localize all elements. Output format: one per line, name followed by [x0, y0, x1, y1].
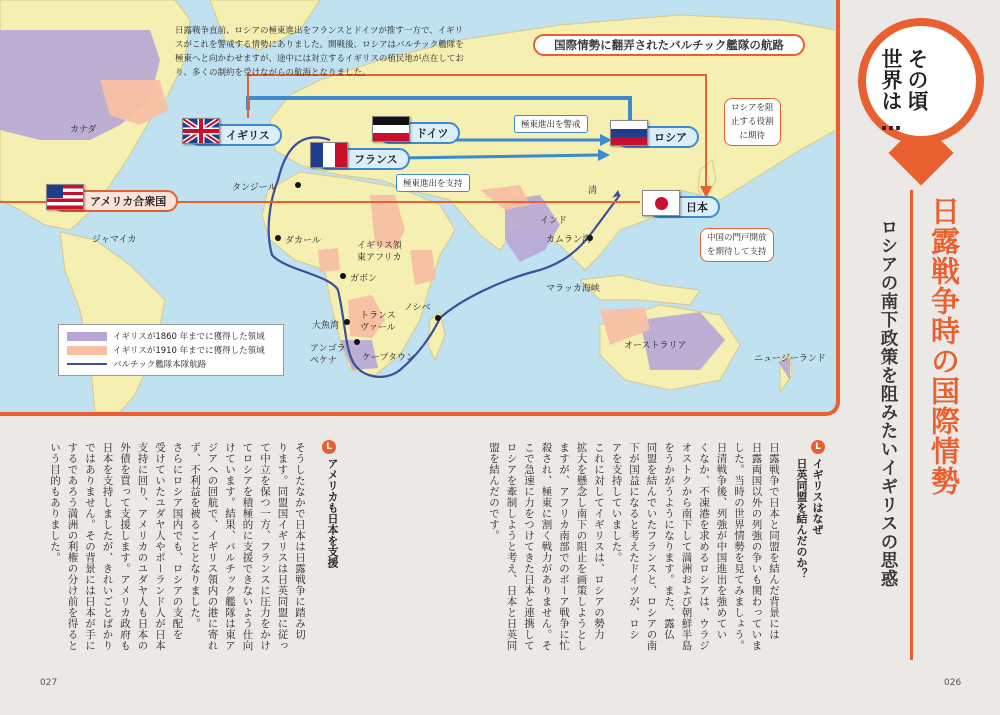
legend-swatch-1910: [67, 346, 107, 355]
russia-flag-icon: [610, 120, 648, 146]
legend-item-1860: [67, 329, 275, 343]
label-india: インド: [540, 216, 568, 226]
section1-icon: L: [811, 440, 825, 454]
label-qing: 清: [588, 186, 598, 196]
country-uk: [188, 124, 282, 146]
note-uk-role: ロシアを阻 止する役割 に期待: [724, 98, 781, 146]
page-number-left: 027: [40, 678, 58, 688]
country-japan-label: 日本: [686, 201, 708, 214]
label-walvis: 大魚湾: [312, 321, 340, 331]
country-usa: [52, 190, 178, 212]
label-jamaica: ジャマイカ: [92, 235, 137, 245]
legend-label-1860: イギリスが1860 年までに獲得した領域: [113, 332, 265, 342]
note-us-role: 中国の門戸開放 を期待して支持: [700, 228, 774, 262]
country-germany-label: ドイツ: [416, 127, 449, 140]
bubble-text: その頃 世界は…: [879, 48, 929, 135]
label-transvaal: トランス ヴァール: [360, 311, 396, 333]
note-germany-russia: 極東進出を警戒: [514, 115, 588, 133]
label-tangier: タンジール: [232, 183, 277, 193]
label-malacca: マラッカ海峡: [546, 284, 600, 294]
country-russia-label: ロシア: [654, 131, 687, 144]
map-title: 国際情勢に翻弄されたバルチック艦隊の航路: [533, 34, 805, 56]
legend-label-1910: イギリスが1910 年までに獲得した領域: [113, 346, 265, 356]
label-canada: カナダ: [70, 125, 97, 135]
label-newzealand: ニュージーランド: [754, 354, 826, 364]
country-france-label: フランス: [354, 153, 398, 166]
label-east-africa: イギリス領 東アフリカ: [357, 241, 402, 263]
country-usa-label: アメリカ合衆国: [90, 195, 167, 208]
france-flag-icon: [310, 142, 348, 168]
intro-text: 日露戦争直前、ロシアの極東進出をフランスとドイツが推す一方で、イギリスがこれを警戒する情勢にありました。開戦後、ロシアはバルチック艦隊を極東へと向かわせますが、途中には対立するイギリスの植民地が点在しており、多くの制約を受けながらの航海となりました。: [175, 26, 464, 78]
section2-heading: アメリカも日本を支援: [326, 458, 339, 568]
page-number-right: 026: [944, 678, 962, 688]
section2-icon: L: [322, 440, 336, 454]
country-france: [316, 148, 410, 170]
section1-heading: イギリスはなぜ 日英同盟を結んだのか？: [795, 458, 824, 579]
label-dakar: ダカール: [285, 236, 321, 246]
map-legend: [58, 324, 284, 376]
section2-body: [38, 442, 308, 678]
legend-item-1910: [67, 343, 275, 357]
legend-swatch-route: [67, 363, 107, 365]
note-support: 極東進出を支持: [396, 174, 470, 192]
japan-flag-icon: [642, 190, 680, 216]
legend-swatch-1860: [67, 332, 107, 341]
germany-flag-icon: [372, 116, 410, 142]
label-angra: アンゴラ ペケナ: [310, 344, 346, 366]
page-title: 日露戦争時の国際情勢: [927, 196, 961, 496]
world-map: [0, 0, 840, 416]
label-camranh: カムラン湾: [546, 235, 592, 245]
section1-body: [342, 442, 782, 678]
usa-flag-icon: [46, 184, 84, 210]
legend-item-route: [67, 357, 275, 371]
label-capetown: ケープタウン: [362, 353, 415, 363]
uk-flag-icon: [182, 118, 220, 144]
page-subtitle: ロシアの南下政策を阻みたいイギリスの思惑: [878, 218, 898, 588]
label-australia: オーストラリア: [624, 341, 687, 351]
country-germany: [378, 122, 460, 144]
label-gabon: ガボン: [350, 274, 378, 284]
subtitle-rule: [910, 190, 913, 660]
legend-label-route: バルチック艦隊本隊航路: [113, 360, 207, 370]
country-russia: [616, 126, 699, 148]
country-japan: [648, 196, 720, 218]
section1-text: 日露戦争で日本と同盟を結んだ背景には 日露両国以外の列強の争いも関わっていま した。当時の世界情勢を見てみましょう。 日清戦争後、列強が中国進出を強めてい くなか、不凍港を求めるロシアは、ウラジ オストクから南下して満洲および朝鮮半島 をうかがうようになります。また、露仏 同盟を結んでいたフランスと、ロシアの南 下が国益になると考えたドイツが、ロシ アを支持していました。 これに対してイギリスは、ロシアの勢力 拡大を懸念し南下の阻止を画策しようとし ますが、アフリカ南部でのボーア戦争に忙 殺され、極東に割く戦力がありません。そ こで急速に力をつけてきた日本と連携して ロシアを牽制しようと考え、日本と日英同 盟を結んだのです。: [488, 442, 780, 651]
country-uk-label: イギリス: [226, 129, 270, 142]
label-nosybe: ノシベ: [404, 303, 431, 313]
section2-text: そうしたなかで日本は日露戦争に踏み切 ります。同盟国イギリスは日英同盟に従っ て中立を保つ一方、フランスに圧力をかけ てロシアを積極的に支援できないよう仕向 けています。結果、バルチック艦隊は東ア ジアへの回航で、イギリス領内の港に寄れ ず、不利益を被ることとなりました。 さらにロシア国内でも、ロシアの支配を 受けていたユダヤ人やポーランド人が日本 支持に回り、アメリカのユダヤ人も日本の 外債を買って支援します。アメリカ政府も 日本を支持しましたが、きれいごとばかり ではありません。その背景には日本が手に するであろう満洲の利権の分け前を得ると いう目的もありました。: [49, 442, 306, 651]
